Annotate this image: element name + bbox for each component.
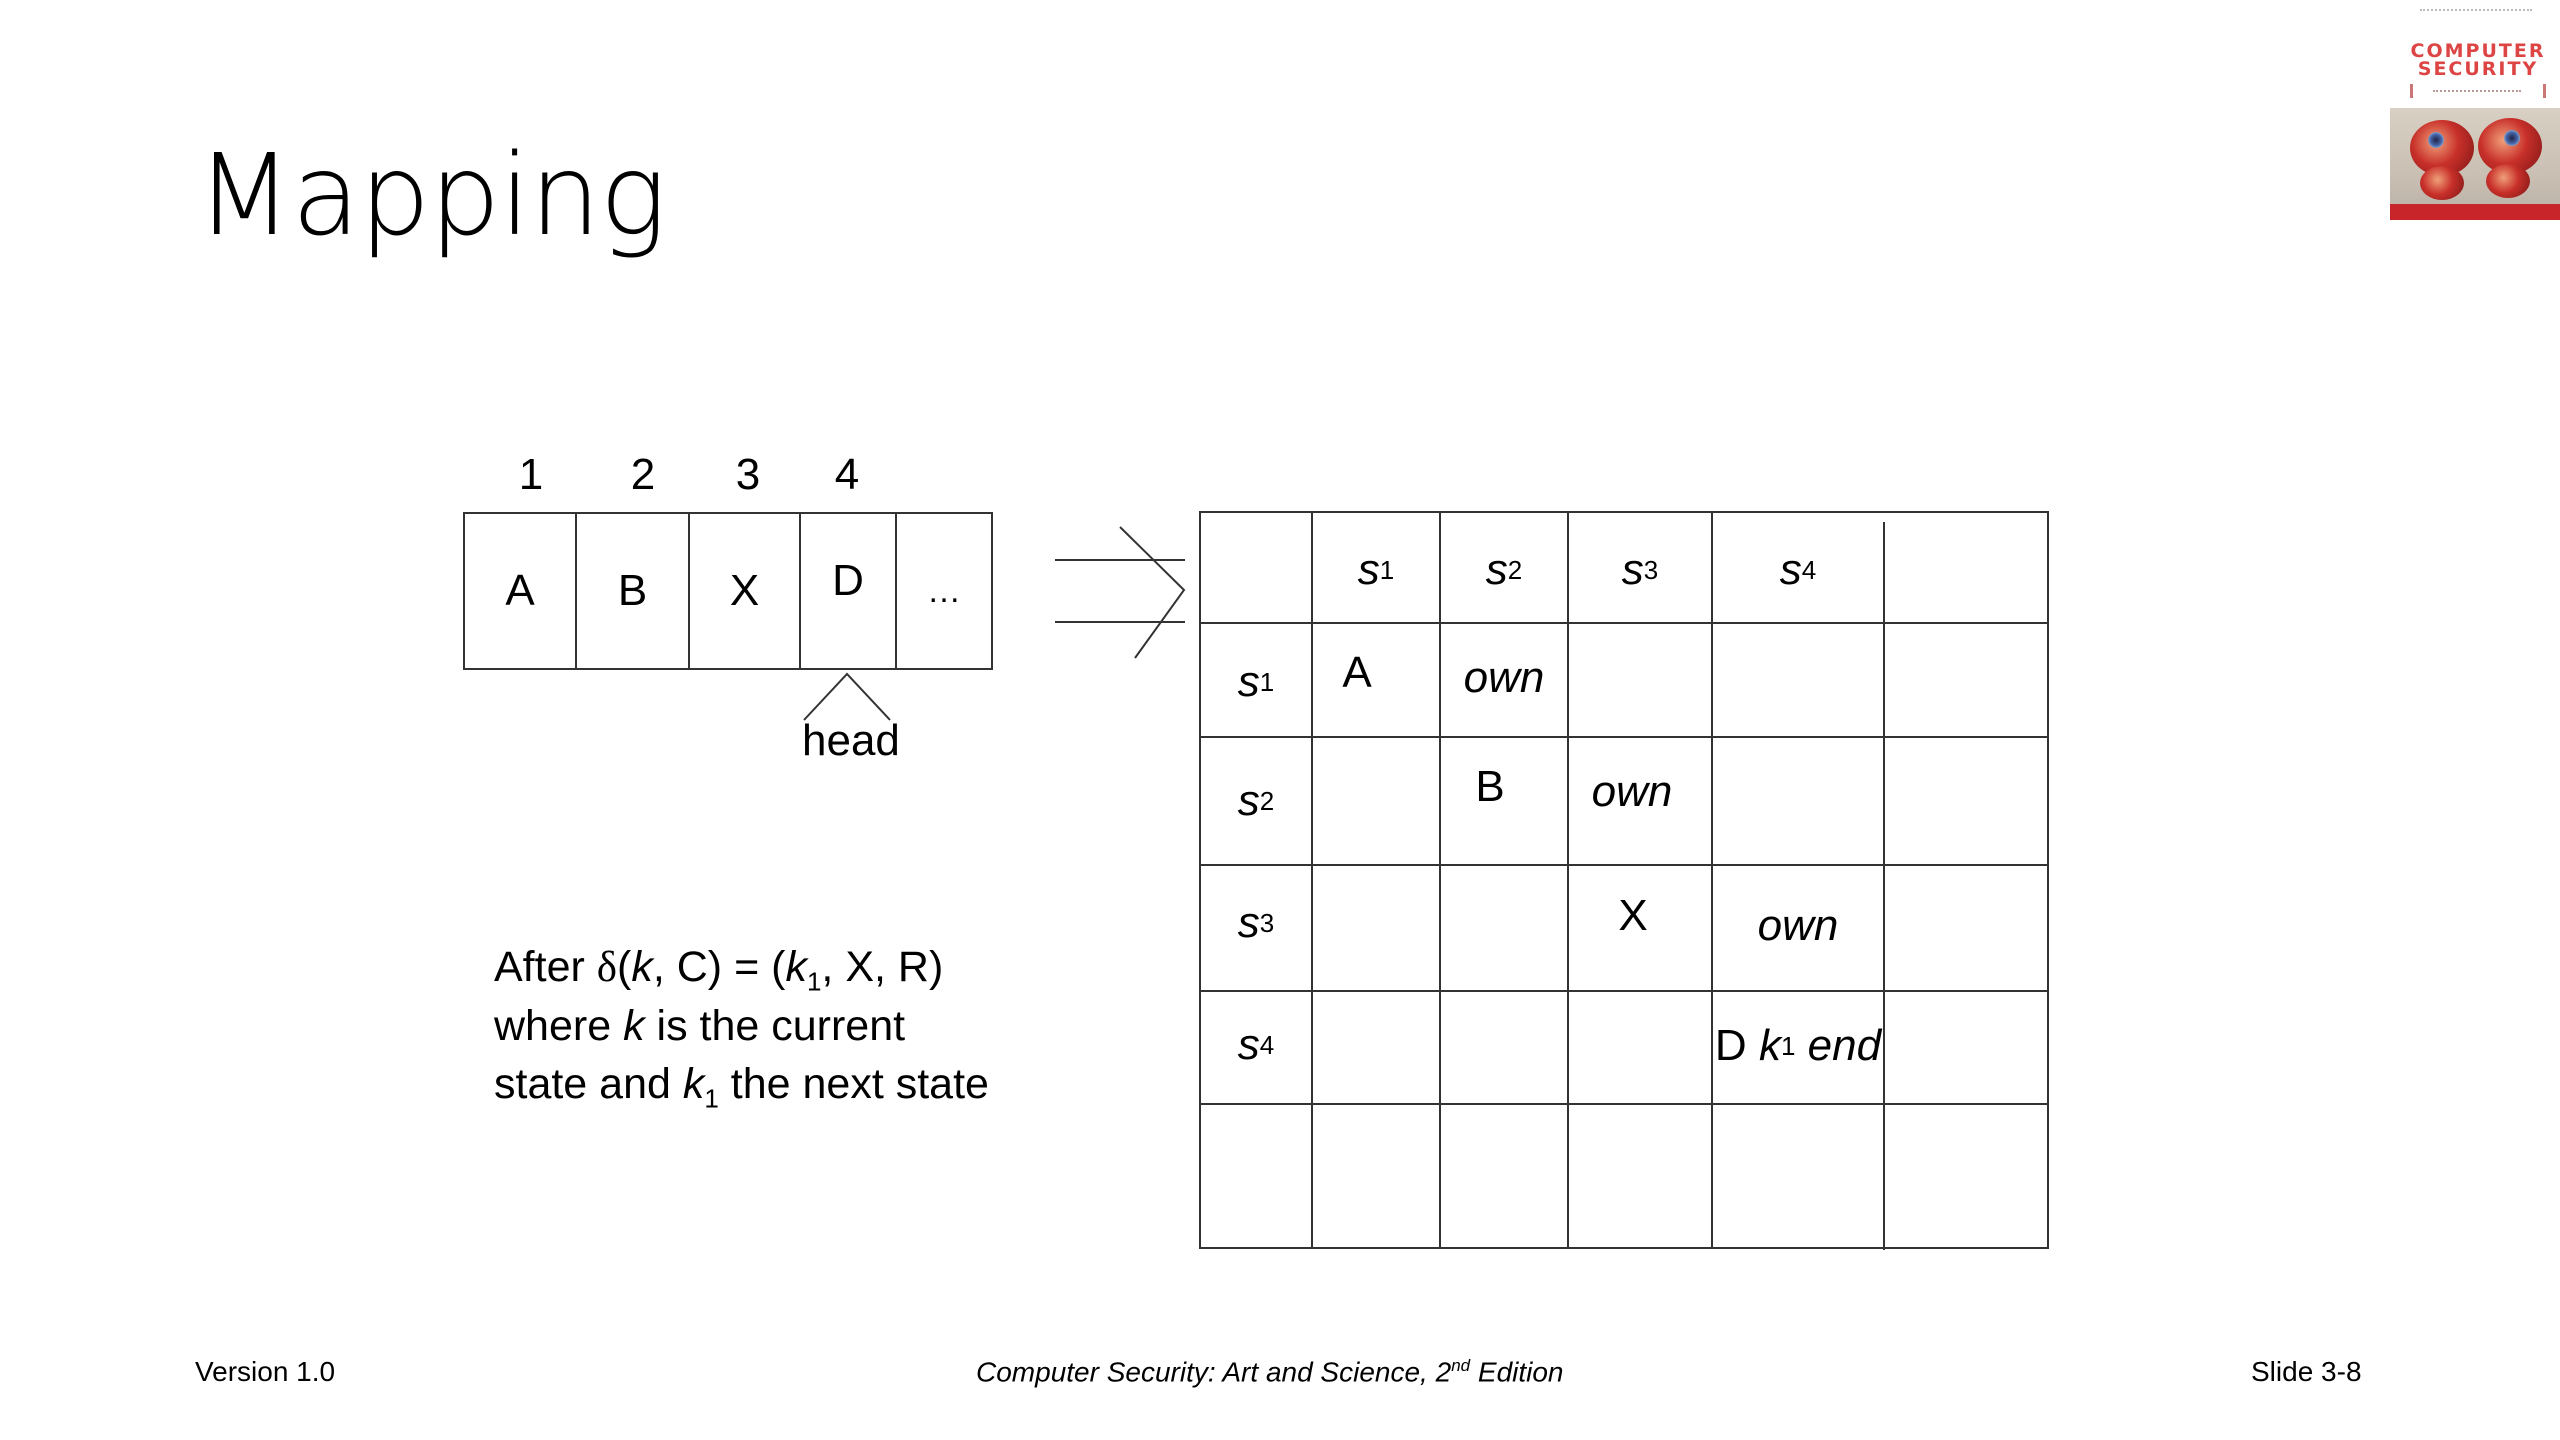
entry-r1c1: A bbox=[1342, 648, 1372, 697]
tape-index-2: 2 bbox=[630, 450, 656, 499]
entry-r2c2: B bbox=[1475, 762, 1505, 811]
entry-r4c4: D k 1 end bbox=[1714, 1021, 1882, 1070]
tape-cell-1: A bbox=[463, 512, 577, 670]
tape-cell-3: X bbox=[688, 512, 801, 670]
footer-slide-number: Slide 3-8 bbox=[2251, 1356, 2362, 1387]
tape-index-1: 1 bbox=[518, 450, 544, 499]
tape-index-4: 4 bbox=[834, 450, 860, 499]
description-line-1: After δ(k, $C) = (k_1$, X, R) bbox=[494, 943, 944, 997]
col-header-s1: s 1 bbox=[1357, 545, 1395, 594]
entry-r3c4: own bbox=[1757, 901, 1839, 950]
tape-cell-2: B bbox=[575, 512, 690, 670]
edition-strip bbox=[2420, 9, 2532, 17]
description-line-2: where k is the current bbox=[494, 1002, 906, 1050]
book-author-bar bbox=[2390, 204, 2560, 220]
col-header-s2: s 2 bbox=[1485, 545, 1523, 594]
row-header-s2: s 2 bbox=[1237, 776, 1275, 825]
access-matrix bbox=[1198, 510, 2050, 1250]
slide-title: Mapping bbox=[196, 131, 666, 261]
book-subtitle-bracket bbox=[2410, 84, 2546, 98]
head-label: head bbox=[802, 716, 900, 765]
transition-description bbox=[494, 938, 1114, 1113]
tape-cell-ellipsis: … bbox=[895, 512, 993, 670]
description-line-3: state and $k_1$ the next state bbox=[494, 1060, 989, 1114]
book-title-line1: COMPUTER bbox=[2410, 40, 2546, 62]
book-cover-image bbox=[2388, 4, 2560, 220]
row-header-s4: s 4 bbox=[1237, 1020, 1275, 1069]
row-header-s3: s 3 bbox=[1237, 898, 1275, 947]
book-title-line2: SECURITY bbox=[2417, 58, 2539, 80]
mapping-arrow-icon bbox=[1050, 520, 1190, 670]
entry-r3c3: X bbox=[1618, 891, 1648, 940]
tape-cell-4: D bbox=[799, 512, 897, 670]
footer-version: Version 1.0 bbox=[195, 1356, 336, 1387]
entry-r1c2: own bbox=[1463, 653, 1545, 702]
col-header-s4: s 4 bbox=[1779, 545, 1817, 594]
footer-book-title: Computer Security: Art and Science, 2nd Edition bbox=[976, 1356, 1564, 1388]
entry-r2c3: own bbox=[1591, 767, 1673, 816]
tape-index-3: 3 bbox=[735, 450, 761, 499]
col-header-s3: s 3 bbox=[1621, 545, 1659, 594]
row-header-s1: s 1 bbox=[1237, 657, 1275, 706]
